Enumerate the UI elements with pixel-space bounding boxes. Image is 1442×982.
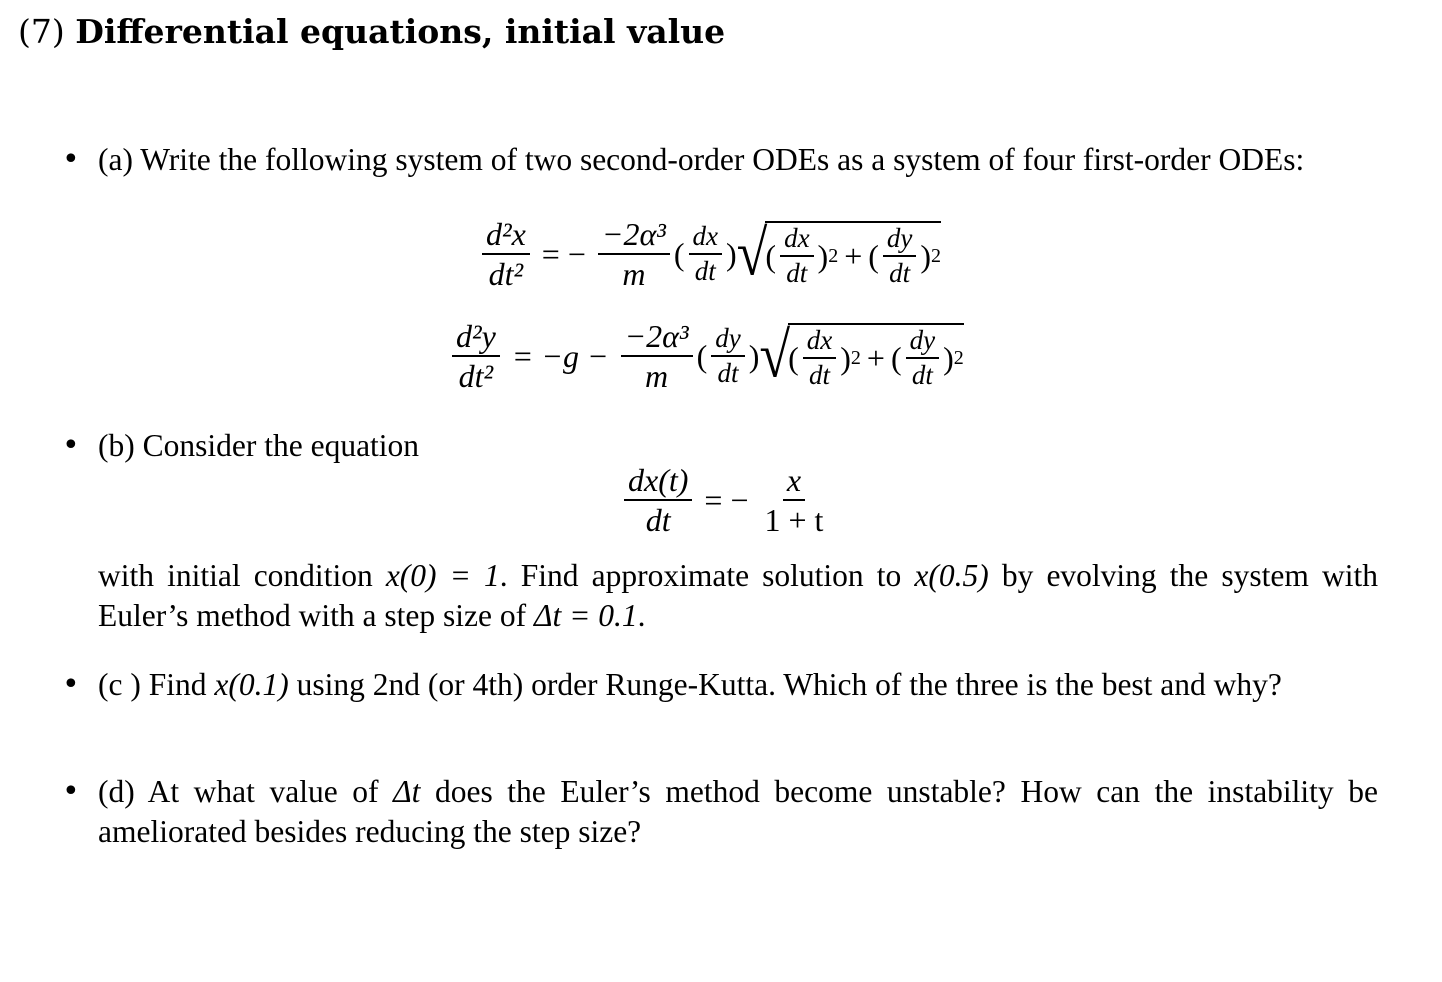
eq3-rel: = − — [704, 481, 749, 518]
item-c-label: (c ) — [98, 667, 141, 702]
equation-2: $\frac{\text{d²y}}{\text{dt²}}$ = −g − $\frac{\text{−2α³}}{m}$ ( $\frac{dy}{dt}$ ) √ ( $\frac{dx}{dt}$ ) 2 + ( $\frac{dy}{dt}$ ) 2 — [448, 320, 964, 392]
eq2-coef: $\frac{\text{−2α³}}{m}$ — [621, 320, 693, 392]
item-d-var: Δt — [393, 774, 421, 809]
target-value: x(0.5) — [914, 558, 989, 593]
eq1-coef: $\frac{\text{−2α³}}{m}$ — [598, 218, 670, 290]
equation-1: $\frac{\text{d²x}}{\text{dt²}}$ = − $\frac{\text{−2α³}}{m}$ ( $\frac{dx}{dt}$ ) √ ( $\frac{dx}{dt}$ ) 2 + ( $\frac{dy}{dt}$ ) 2 — [478, 218, 941, 290]
eq2-lhs: $\frac{\text{d²y}}{\text{dt²}}$ — [452, 320, 500, 392]
eq1-lhs: $\frac{\text{d²x}}{\text{dt²}}$ — [482, 218, 530, 290]
item-b-text — [98, 426, 1378, 466]
eq2-factor: $\frac{dy}{dt}$ — [711, 325, 744, 387]
bullet-d: • — [62, 774, 80, 809]
initial-condition: x(0) = 1 — [385, 558, 500, 593]
item-b-body: Consider the equation — [142, 428, 420, 463]
item-a-label: (a) — [98, 142, 133, 177]
eq1-rel: = − — [541, 235, 586, 272]
bullet-c: • — [62, 667, 80, 702]
item-a-text — [98, 140, 1378, 180]
eq1-factor: $\frac{dx}{dt}$ — [689, 223, 722, 285]
item-b-followup: with initial condition x(0) = 1. Find approximate solution to x(0.5) by evolving the system with Euler’s method with a step size of Δt = 0.1. — [98, 558, 1378, 633]
section-heading: Differential equations, initial value — [75, 12, 726, 51]
item-a-body: Write the following system of two second-order ODEs as a system of four first-order ODEs: — [140, 142, 1305, 177]
eq2-sqrt: √ ( $\frac{dx}{dt}$ ) 2 + ( $\frac{dy}{dt}$ ) 2 — [759, 320, 964, 392]
equation-3 — [620, 464, 831, 536]
step-size: Δt = 0.1 — [533, 598, 638, 633]
bullet-a: • — [62, 142, 80, 177]
item-b-label: (b) — [98, 428, 135, 463]
bullet-b: • — [62, 428, 80, 463]
section-title — [18, 12, 725, 51]
item-d-text: (d) At what value of Δt does the Euler’s method become unstable? How can the instability be ameliorated besides reducing the step size? — [98, 774, 1378, 849]
eq1-sqrt: √ ( $\frac{dx}{dt}$ ) 2 + ( $\frac{dy}{dt}$ ) 2 — [736, 218, 942, 290]
eq3-lhs: $\frac{dx(t)}{dt}$ — [624, 464, 692, 536]
item-d-label: (d) — [98, 774, 135, 809]
section-number: (7) — [18, 12, 65, 51]
item-c-target: x(0.1) — [214, 667, 289, 702]
item-c-text: (c ) Find x(0.1) using 2nd (or 4th) order Runge-Kutta. Which of the three is the best and why? — [98, 667, 1282, 702]
eq2-rel: = −g − — [511, 337, 609, 374]
eq3-rhs: $\frac{x}{1 + t}$ — [764, 462, 824, 538]
